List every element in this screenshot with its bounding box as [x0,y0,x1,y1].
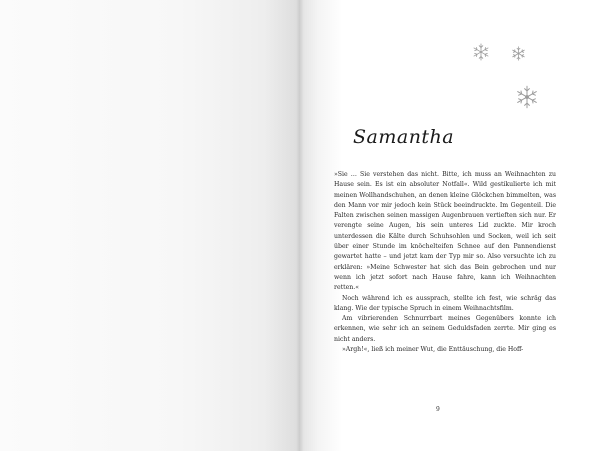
chapter-title: Samantha [353,126,455,148]
paragraph: »Sie … Sie verstehen das nicht. Bitte, ich muss an Weihnachten zu Hause sein. Es ist ein absoluter Notfall«. Wild gestikulierte ich mit meinen Wollhandschuhen, an denen kleine Glöckchen bimmelten, was den Mann vor mir jedoch kein Stück beeindruckte. Im Gegenteil. Die Falten zwischen seinen massigen Augenbrauen vertieften sich nur. Er verengte seine Augen, bis sein unteres Lid zuckte. Mir kroch unterdessen die Kälte durch Schuhsohlen und Socken, weil ich seit über einer Stunde im knöchelteifen Schnee auf den Pannendienst gewartet hatte – und jetzt kam der Typ mir so. Also versuchte ich zu erklären: »Meine Schwester hat sich das Bein gebrochen und nur wenn ich jetzt sofort nach Hause fahre, kann ich Weihnachten retten.« [334,171,556,292]
page-number: 9 [436,406,440,413]
snowflake-icon [515,85,539,109]
book-gutter [296,0,304,451]
body-text [334,170,556,355]
paragraph: Am vibrierenden Schnurrbart meines Gegenübers konnte ich erkennen, wie sehr ich an seinem Geduldsfaden zerrte. Mir ging es nicht anders. [334,315,556,343]
snowflake-icon [511,46,526,61]
snowflake-icon [472,43,490,61]
paragraph: Noch während ich es aussprach, stellte ich fest, wie schräg das klang. Wie der typische Spruch in einem Weihnachtsfilm. [334,294,556,312]
paragraph: »Argh!«, ließ ich meiner Wut, die Enttäuschung, die Hoff- [342,346,524,354]
